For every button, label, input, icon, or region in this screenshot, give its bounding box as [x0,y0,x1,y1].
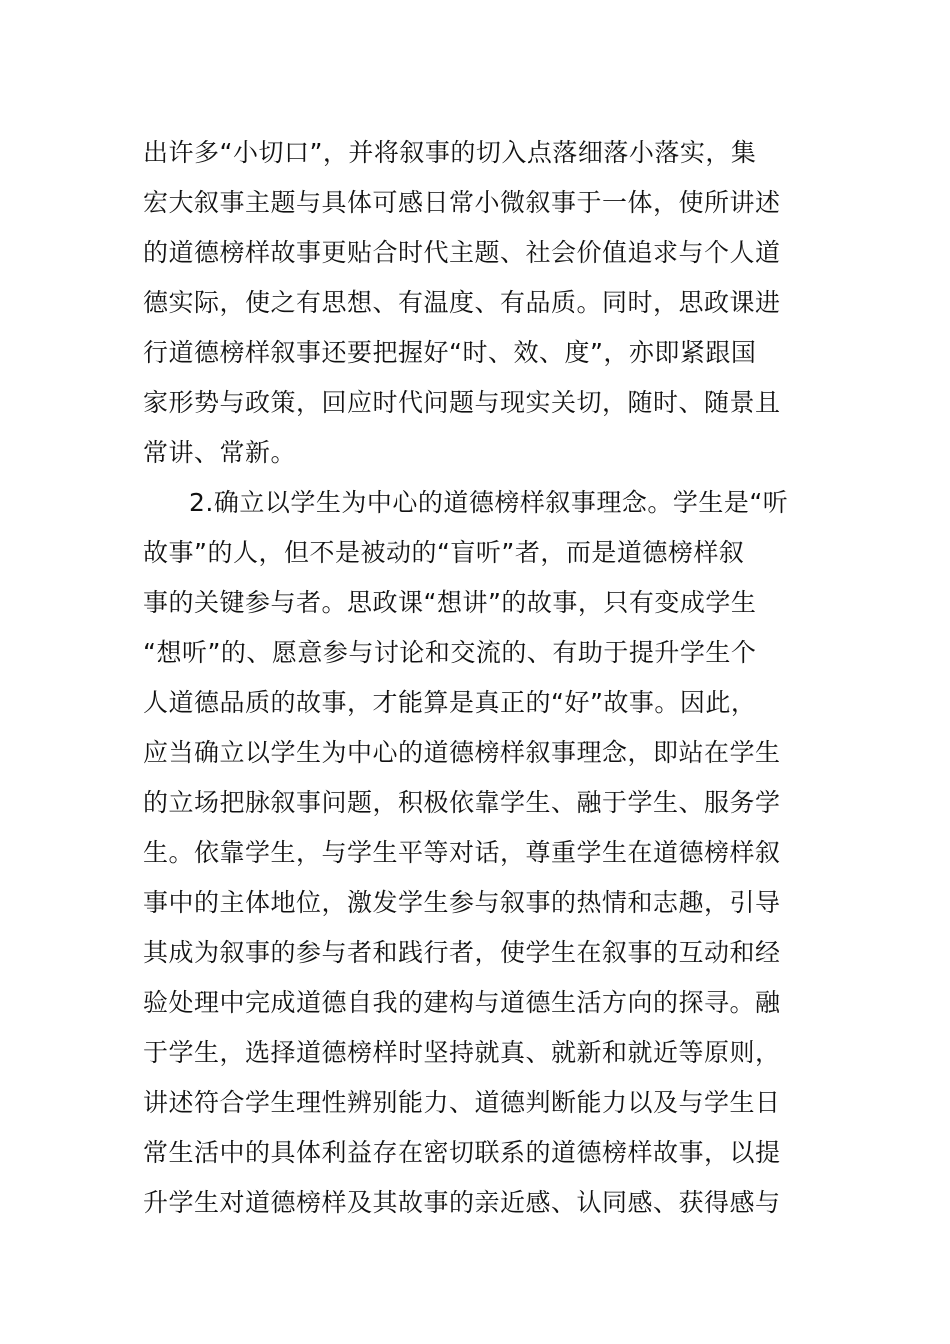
text-line: 宏大叙事主题与具体可感日常小微叙事于一体，使所讲述 [143,188,781,217]
text-line: 故事”的人，但不是被动的“盲听”者，而是道德榜样叙 [143,538,745,567]
text-line: 的道德榜样故事更贴合时代主题、社会价值追求与个人道 [143,238,781,267]
text-line: 于学生，选择道德榜样时坚持就真、就新和就近等原则， [143,1038,781,1067]
text-line: 其成为叙事的参与者和践行者，使学生在叙事的互动和经 [143,938,781,967]
text-line: 讲述符合学生理性辨别能力、道德判断能力以及与学生日 [143,1088,781,1117]
text-line: 行道德榜样叙事还要把握好“时、效、度”，亦即紧跟国 [143,338,757,367]
text-line: 人道德品质的故事，才能算是真正的“好”故事。因此， [143,688,757,717]
body-text [143,128,813,1228]
paragraph-continuation [143,128,813,478]
text-line: 应当确立以学生为中心的道德榜样叙事理念，即站在学生 [143,738,781,767]
text-line: 升学生对道德榜样及其故事的亲近感、认同感、获得感与 [143,1188,781,1217]
text-line: 的立场把脉叙事问题，积极依靠学生、融于学生、服务学 [143,788,781,817]
text-line: “想听”的、愿意参与讨论和交流的、有助于提升学生个 [143,638,757,667]
text-line: 常生活中的具体利益存在密切联系的道德榜样故事，以提 [143,1138,781,1167]
text-line: 验处理中完成道德自我的建构与道德生活方向的探寻。融 [143,988,781,1017]
text-line-first: 2.确立以学生为中心的道德榜样叙事理念。学生是“听 [189,488,789,517]
text-line: 常讲、常新。 [143,438,297,467]
paragraph-student-centered [143,478,813,1228]
text-line: 事的关键参与者。思政课“想讲”的故事，只有变成学生 [143,588,757,617]
text-line: 家形势与政策，回应时代问题与现实关切，随时、随景且 [143,388,781,417]
text-line: 事中的主体地位，激发学生参与叙事的热情和志趣，引导 [143,888,781,917]
text-line: 出许多“小切口”，并将叙事的切入点落细落小落实，集 [143,138,757,167]
text-line: 德实际，使之有思想、有温度、有品质。同时，思政课进 [143,288,781,317]
text-line: 生。依靠学生，与学生平等对话，尊重学生在道德榜样叙 [143,838,781,867]
